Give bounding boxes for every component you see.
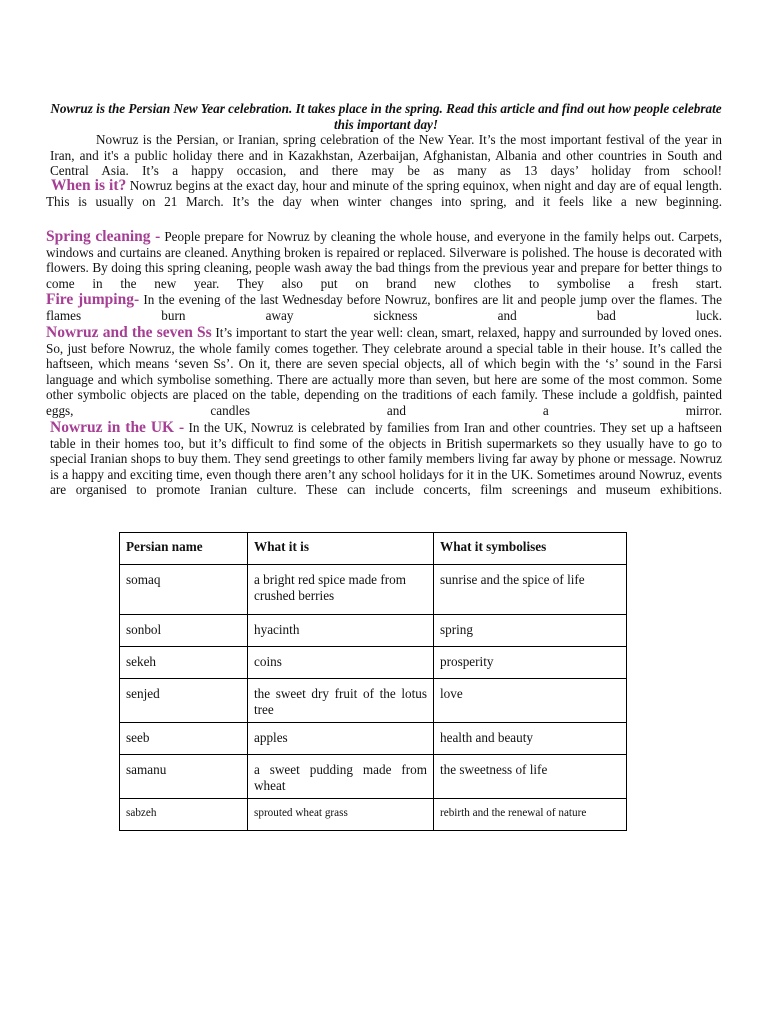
table-cell: sonbol — [120, 615, 248, 647]
table-row — [120, 565, 627, 615]
paragraph-when — [46, 178, 722, 225]
paragraph-seven-ss — [46, 325, 722, 434]
table-row — [120, 755, 627, 799]
table-cell: sunrise and the spice of life — [434, 565, 627, 615]
table-cell: sprouted wheat grass — [248, 799, 434, 831]
paragraph-text: People prepare for Nowruz by cleaning the whole house, and everyone in the family helps out. Carpets, windows and curtains are cleaned. Anything broken is repaired or replaced. Silverware is polished. The house is decorated with flowers. By doing this spring cleaning, people wash away the bad things from the previous year and prepare for better things to come in the new year. They also put on brand new clothes to symbolise a fresh start. — [46, 229, 722, 291]
table-row — [120, 615, 627, 647]
table-header-row — [120, 533, 627, 565]
table-cell: a bright red spice made from crushed berries — [248, 565, 434, 615]
paragraph-text: In the evening of the last Wednesday before Nowruz, bonfires are lit and people jump over the flames. The flames burn away sickness and bad luck. — [46, 292, 723, 323]
paragraph-text: Nowruz begins at the exact day, hour and minute of the spring equinox, when night and day are of equal length. This is usually on 21 March. It’s the day when winter changes into spring, and it feels like a new beginning. — [46, 178, 723, 209]
table-cell: somaq — [120, 565, 248, 615]
section-heading: Fire jumping- — [46, 291, 140, 308]
table-row — [120, 799, 627, 831]
section-heading: Spring cleaning - — [46, 228, 161, 245]
table-cell: sekeh — [120, 647, 248, 679]
table-row — [120, 647, 627, 679]
table-cell: a sweet pudding made from wheat — [248, 755, 434, 799]
table-row — [120, 679, 627, 723]
table-cell: seeb — [120, 723, 248, 755]
paragraph-text: In the UK, Nowruz is celebrated by families from Iran and other countries. They set up a haftseen table in their homes too, but it’s difficult to find some of the objects in British supermarkets so they usually have to go to special Iranian shops to buy them. They send greetings to other family members living far away by phone or message. Nowruz is a happy and exciting time, even though there aren’t any school holidays for it in the UK. Sometimes around Nowruz, events are organised to promote Iranian culture. These can include concerts, film screenings and museum exhibitions. — [50, 420, 722, 498]
table-cell: the sweet dry fruit of the lotus tree — [248, 679, 434, 723]
table-cell: prosperity — [434, 647, 627, 679]
table-cell: senjed — [120, 679, 248, 723]
table-cell: the sweetness of life — [434, 755, 627, 799]
column-header: What it symbolises — [434, 533, 627, 565]
paragraph-uk — [50, 420, 722, 514]
section-heading: When is it? — [51, 177, 127, 194]
column-header: What it is — [248, 533, 434, 565]
paragraph-text: Nowruz is the Persian, or Iranian, spring celebration of the New Year. It’s the most important festival of the year in Iran, and it's a public holiday there and in Kazakhstan, Azerbaijan, Afghanistan, Albania and other countries in South and Central Asia. It’s a happy occasion, and there may be as many as 13 days’ holiday from school! — [50, 132, 722, 179]
table-cell: health and beauty — [434, 723, 627, 755]
table-row — [120, 723, 627, 755]
table-cell: spring — [434, 615, 627, 647]
section-heading: Nowruz and the seven Ss — [46, 324, 212, 341]
section-heading: Nowruz in the UK - — [50, 419, 185, 436]
haftseen-table — [119, 532, 627, 831]
table-cell: coins — [248, 647, 434, 679]
table-cell: love — [434, 679, 627, 723]
table-cell: samanu — [120, 755, 248, 799]
table-cell: hyacinth — [248, 615, 434, 647]
intro-text: Nowruz is the Persian New Year celebration. It takes place in the spring. Read this article and find out how people celebrate this important day! — [50, 101, 722, 132]
table-cell: rebirth and the renewal of nature — [434, 799, 627, 831]
table-cell: sabzeh — [120, 799, 248, 831]
paragraph-text: It’s important to start the year well: clean, smart, relaxed, happy and surrounded by loved ones. So, just before Nowruz, the whole family comes together. They celebrate around a special table in their house. It’s called the haftseen, which means ‘seven Ss’. On it, there are seven special objects, all of which begin with the ‘s’ sound in the Farsi language and which symbolise something. There are actually more than seven, but here are some of the most common. Some other symbolic objects are placed on the table, depending on the traditions of each family. These include a goldfish, painted eggs, candles and a mirror. — [46, 325, 723, 418]
column-header: Persian name — [120, 533, 248, 565]
table-cell: apples — [248, 723, 434, 755]
